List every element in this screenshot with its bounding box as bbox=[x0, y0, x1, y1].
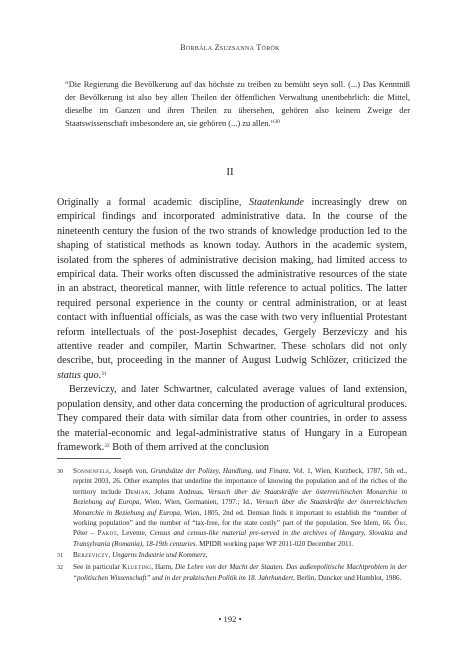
footnote-text bbox=[73, 466, 407, 549]
work-title: Grundsätze der Polizey, Handlung, und Finanz, bbox=[150, 467, 291, 475]
term-status-quo: status quo bbox=[57, 369, 99, 381]
paragraph-2-text: Berzeviczy, and later Schwartner, calculated average values of land extension, population density, and other data concerning the production of agricultural produces. They compared their data with similar data from other countries, in order to assess the material-economic and legal-administrative status of Hungary in a European framework. bbox=[57, 384, 407, 453]
text-run: , Johann Andreas, bbox=[148, 487, 208, 496]
text-run: , Péter – bbox=[73, 519, 407, 538]
text-run: Vol. 1, Wien, Kurzbeck, 1787, 5th ed., reprint 2003, 26. Other examples that underline the importance of knowing the population and of the riches of the territory include bbox=[73, 467, 407, 496]
body-text bbox=[57, 196, 407, 455]
paragraph-1-part-1: Originally a formal academic discipline, bbox=[57, 197, 250, 208]
footnote-rule bbox=[57, 458, 121, 459]
running-head: Borbála Zsuzsanna Török bbox=[180, 43, 280, 52]
author-name: Pakot bbox=[97, 529, 117, 538]
term-staatenkunde: Staatenkunde bbox=[249, 197, 304, 208]
text-run: , Wien, 1805, 2nd ed. Demian finds it important to establish the “number of working population” and the number of “tax-free, for the state costly” part of the population. See Idem, 66. bbox=[73, 508, 408, 528]
text-run: , Berlin, Duncker und Humblot, 1986. bbox=[293, 573, 402, 582]
footnote-ref-32[interactable]: 32 bbox=[104, 442, 110, 449]
footnote-30 bbox=[57, 466, 407, 549]
footnotes bbox=[57, 466, 407, 584]
text-run: , Wien, Wien, Germanien, 1797.; Id., bbox=[139, 498, 256, 507]
text-run: , bbox=[108, 551, 113, 560]
author-name: Őri bbox=[394, 519, 406, 528]
work-title: Census and census-like material pre-served in the archives of Hungary, Slovakia and Transylvania (Romania), 18-19th centuries. bbox=[73, 529, 408, 548]
paragraph-2 bbox=[57, 383, 407, 455]
author-name: Berzeviczy bbox=[73, 551, 109, 560]
quote-text: “Die Regierung die Bevölkerung auf das höchste zu treiben zu bemüht seyn soll. (...) Das Kenntniß der Bevölkerung ist also bey allen Theilen der öffentlichen Verwaltung unentbehrlich: die Mittel, dieselbe im Ganzen und ihren Theilen zu übersehen, gehören also keinem Zweige der Staatswissenschaft insbesondere an, sie gehören (...) zu allen.” bbox=[65, 80, 410, 129]
paragraph-2-after: Both of them arrived at the conclusion bbox=[109, 441, 270, 453]
text-run: , Levente, bbox=[116, 529, 150, 538]
work-title: Die Lehre von der Macht der Staaten. Das außenpolitische Machtproblem in der “politischen Wissenschaft” und in der praktischen Politik im 18. Jahrhundert bbox=[73, 563, 407, 582]
text-run: , Joseph von, bbox=[109, 467, 151, 475]
footnote-text bbox=[73, 562, 407, 583]
text-run: , bbox=[205, 551, 208, 560]
footnote-number: 32 bbox=[57, 564, 63, 571]
footnote-31 bbox=[57, 550, 407, 561]
section-numeral: II bbox=[226, 166, 234, 178]
footnote-32 bbox=[57, 562, 407, 583]
work-title: Versuch über die Staatskräfte der österreichischen Monarchie in Beziehung auf Europa bbox=[73, 498, 407, 517]
paragraph-1 bbox=[57, 196, 407, 383]
footnote-number: 31 bbox=[57, 552, 63, 559]
work-title: Ungarns Industrie und Kommerz bbox=[112, 551, 206, 560]
footnote-ref-30[interactable]: 30 bbox=[274, 119, 280, 126]
text-run: MPIDR working paper WP 2011-020 December 2011. bbox=[197, 539, 354, 548]
author-name: Sonnenfels bbox=[73, 467, 110, 475]
footnote-text bbox=[73, 550, 407, 561]
footnote-number: 30 bbox=[57, 468, 63, 475]
block-quote bbox=[65, 78, 410, 130]
paragraph-1-end: . bbox=[98, 369, 102, 381]
footnote-ref-31[interactable]: 31 bbox=[101, 370, 107, 377]
text-run: See in particular bbox=[73, 563, 123, 572]
text-run: , Harm, bbox=[151, 563, 175, 572]
page-number: • 192 • bbox=[218, 614, 242, 624]
author-name: Demian bbox=[125, 487, 149, 496]
author-name: Klueting bbox=[122, 563, 152, 572]
work-title: Versuch über die Staatskräfte der österreichischen Monarchie in Beziehung auf Europa bbox=[73, 487, 407, 507]
paragraph-1-part-2: increasingly drew on empirical findings and incorporated administrative data. In the course of the nineteenth century the fusion of the two strands of knowledge production led to the shaping of statistical methods as known today. Authors in the academic system, isolated from the spheres of administrative decision making, had limited access to empirical data. Their works often discussed the administrative resources of the state in an abstract, theoretical manner, with little reference to actual politics. The latter required personal experience in the county or central administration, or at least contact with influential officials, as was the case with two very influential Protestant reform intellectuals of the post-Josephist decades, Gergely Berzeviczy and his attentive reader and compiler, Martin Schwartner. These scholars did not only describe, but, proceeding in the manner of August Ludwig Schlözer, criticized the bbox=[57, 197, 408, 367]
